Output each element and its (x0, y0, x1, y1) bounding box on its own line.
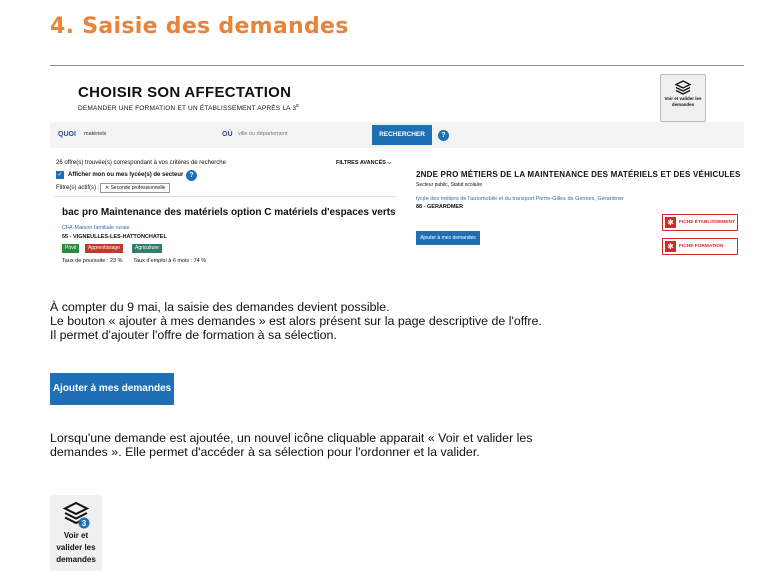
results-panel (50, 152, 400, 270)
filter-chip[interactable]: ✕ Seconde professionnelle (100, 183, 170, 193)
active-filters-label: Filtre(s) actif(s) : (56, 185, 100, 191)
quoi-input[interactable]: matériels (84, 131, 107, 137)
icon-paragraph: Lorsqu'une demande est ajoutée, un nouvel icône cliquable apparait « Voir et valider les demandes ». Elle permet d'accéder à sa sélection pour l'ordonner et la valider. (50, 431, 533, 459)
voir-valider-label-1: Voir et valider les (664, 96, 702, 101)
offer-city: 55 - VIGNEULLES-LES-HATTONCHATEL (62, 234, 167, 240)
embedded-screenshot (50, 70, 744, 270)
tag-agriculture: Agriculture (132, 244, 162, 253)
page-subtitle: DEMANDER UNE FORMATION ET UN ÉTABLISSEMENT APRÈS LA $3^E$ (78, 103, 300, 113)
voir-valider-label-2: demandes (671, 102, 695, 107)
help-icon[interactable]: ? (438, 130, 449, 141)
stack-icon (62, 501, 90, 529)
icon-card-label-2: valider les (56, 543, 96, 552)
stack-icon (674, 80, 692, 96)
voir-valider-button[interactable] (660, 74, 706, 122)
page-title: CHOISIR SON AFFECTATION (78, 84, 292, 101)
fiche-formation-button[interactable]: ✱ FICHE FORMATION (662, 238, 738, 255)
secteur-checkbox[interactable]: ✓ (57, 172, 63, 178)
detail-city: 88 - GERARDMER (416, 204, 464, 210)
section-title: 4. Saisie des demandes (50, 14, 349, 39)
secteur-checkbox-label: Afficher mon ou mes lycée(s) de secteur (68, 172, 184, 178)
advanced-filters-toggle[interactable]: FILTRES AVANCÉS ⌵ (336, 160, 392, 166)
marianne-icon: ✱ (665, 217, 676, 228)
offer-stats: Taux de poursuite : 23 % Taux d'emploi à 6 mois : 74 % (62, 258, 207, 264)
detail-title: 2NDE PRO MÉTIERS DE LA MAINTENANCE DES MATÉRIELS ET DES VÉHICULES (416, 170, 741, 179)
icon-card-label-1: Voir et (63, 531, 89, 540)
offer-school: CFA-Maison familiale rurale (62, 225, 130, 231)
icon-card-label-3: demandes (56, 555, 96, 564)
count-badge: 3 (81, 519, 87, 528)
tag-prive: Privé (62, 244, 79, 253)
tag-apprentissage: Apprentissage (85, 244, 123, 253)
ou-input[interactable]: ville ou département (238, 131, 288, 137)
intro-paragraph: À compter du 9 mai, la saisie des demandes devient possible. Le bouton « ajouter à mes demandes » est alors présent sur la page descriptive de l'offre. Il permet d'ajouter l'offre de formation à sa sélection. (50, 300, 542, 342)
detail-lycee-link[interactable]: lycée des métiers de l'automobile et du transport Pierre-Gilles de Gennes, Gérardmer (416, 196, 625, 202)
add-to-demandes-button[interactable]: Ajouter à mes demandes (416, 231, 480, 245)
divider (50, 65, 744, 66)
marianne-icon: ✱ (665, 241, 676, 252)
quoi-label: QUOI (58, 131, 76, 138)
offer-card[interactable] (54, 196, 396, 270)
fiche-etablissement-button[interactable]: ✱ FICHE ÉTABLISSEMENT (662, 214, 738, 231)
detail-sector: Secteur public, Statut scolaire (416, 182, 483, 188)
ou-label: OÙ (222, 131, 233, 138)
results-count: 26 offre(s) trouvée(s) correspondant à vos critères de recherche (56, 160, 226, 166)
search-bar (50, 122, 744, 148)
add-to-demandes-button-example[interactable]: Ajouter à mes demandes (50, 373, 174, 405)
search-button[interactable]: RECHERCHER (372, 125, 432, 145)
offer-title[interactable]: bac pro Maintenance des matériels option C matériels d'espaces verts (62, 207, 396, 218)
help-icon[interactable]: ? (186, 170, 197, 181)
voir-valider-icon-card[interactable] (50, 495, 102, 571)
offer-detail-panel (406, 158, 744, 270)
